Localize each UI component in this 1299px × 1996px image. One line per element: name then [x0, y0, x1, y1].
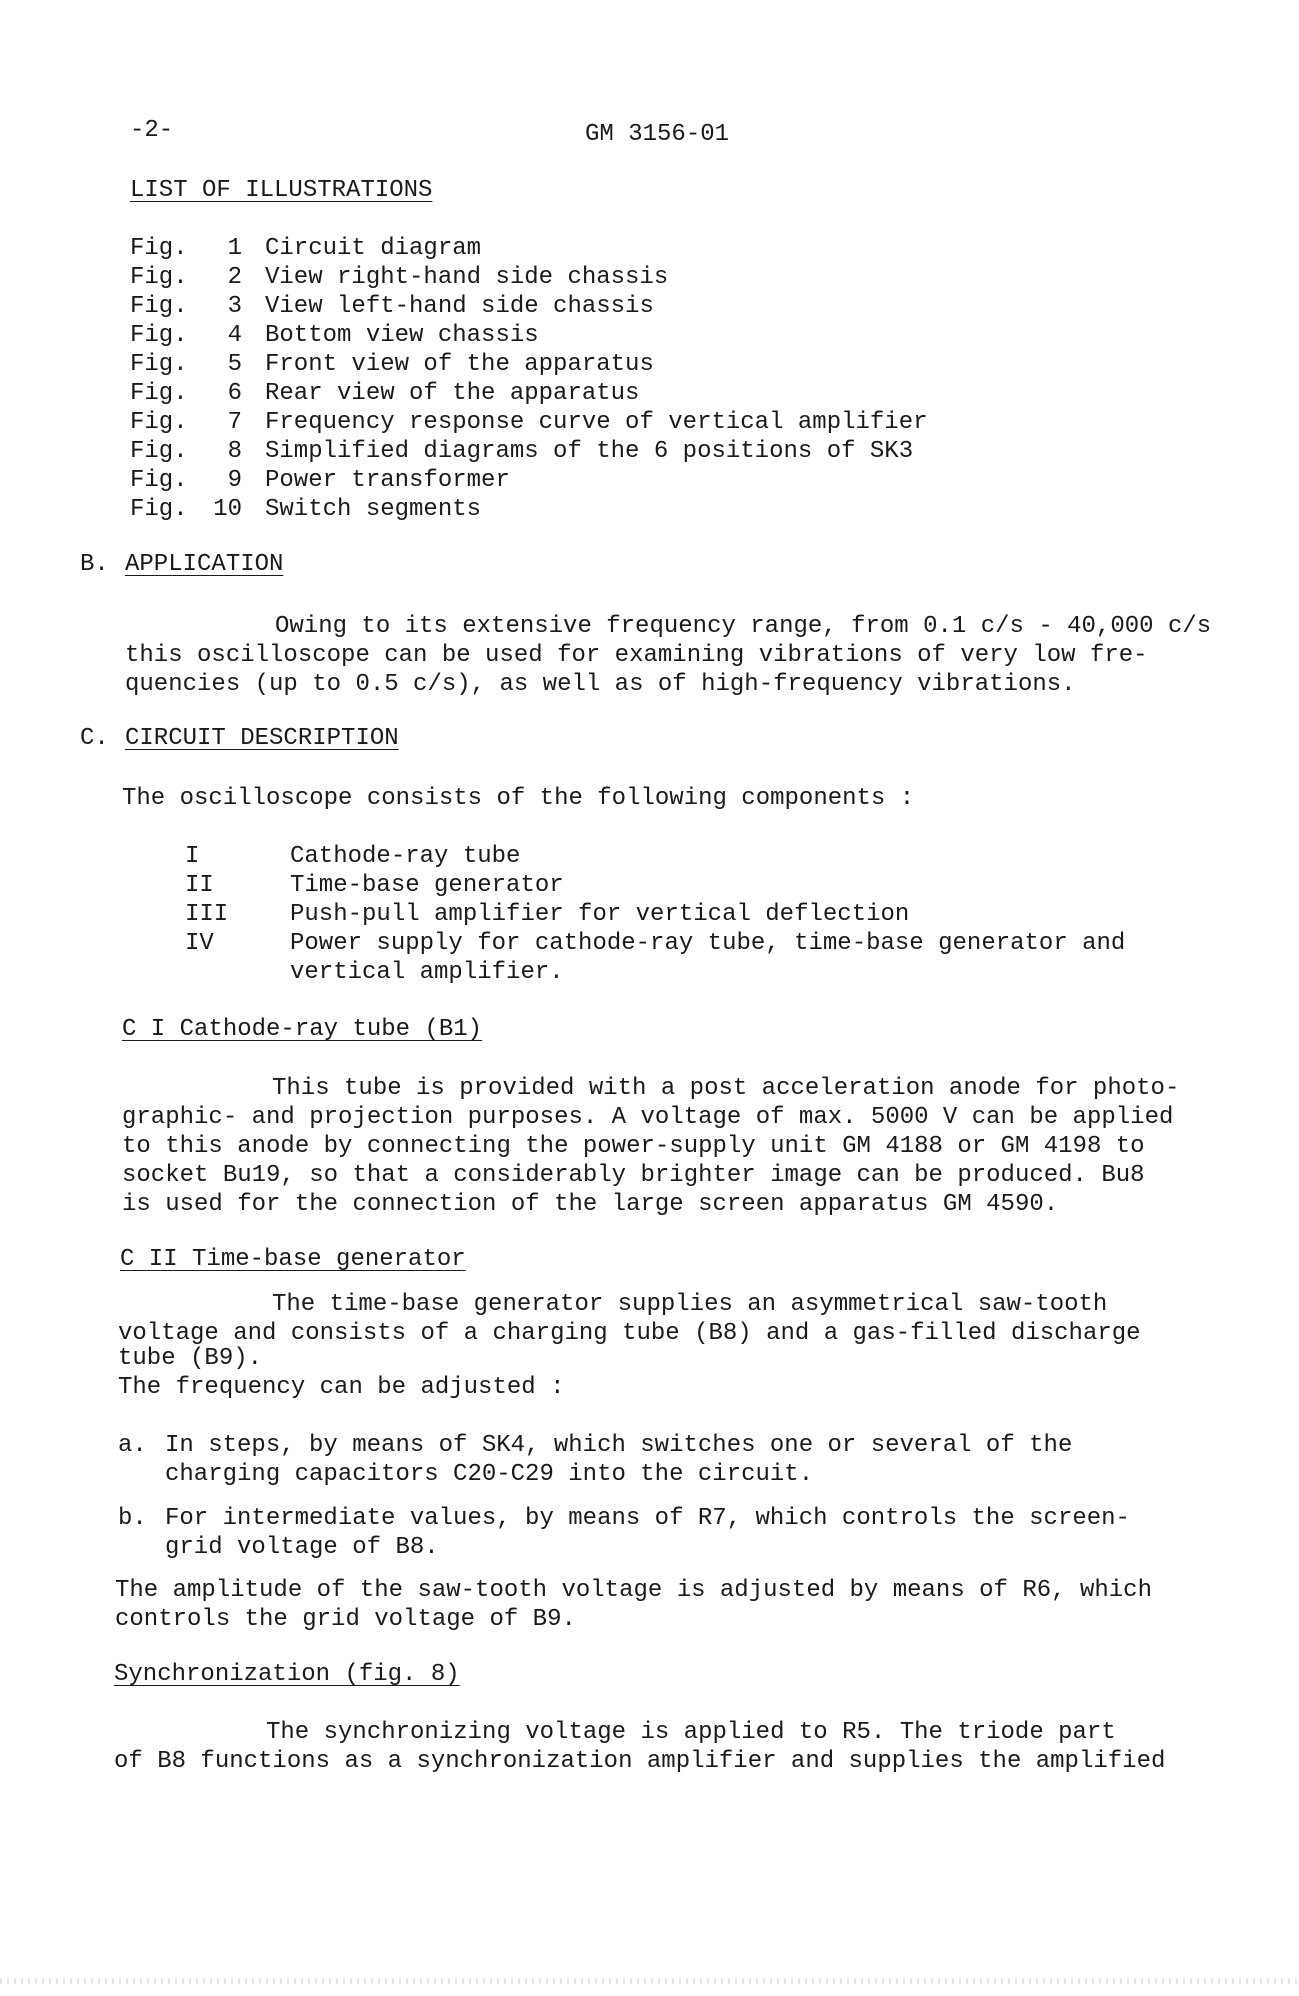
- component-number: IV: [185, 930, 214, 957]
- fig-number: 8: [227, 438, 242, 465]
- fig-number: 3: [227, 293, 242, 320]
- paragraph-line: The time-base generator supplies an asymmetrical saw-tooth: [272, 1291, 1108, 1318]
- fig-caption: Circuit diagram: [265, 235, 482, 262]
- fig-caption: Bottom view chassis: [265, 322, 539, 349]
- fig-number: 5: [227, 351, 242, 378]
- fig-label: Fig.: [130, 467, 188, 494]
- fig-number: 9: [227, 467, 242, 494]
- paragraph-line: graphic- and projection purposes. A voltage of max. 5000 V can be applied: [122, 1104, 1174, 1131]
- illustrations-title: LIST OF ILLUSTRATIONS: [130, 177, 433, 204]
- fig-number: 6: [227, 380, 242, 407]
- fig-caption: Power transformer: [265, 467, 510, 494]
- fig-label: Fig.: [130, 264, 188, 291]
- component-text: Time-base generator: [290, 872, 564, 899]
- fig-number: 1: [227, 235, 242, 262]
- paragraph-line: controls the grid voltage of B9.: [115, 1606, 576, 1633]
- fig-number: 7: [227, 409, 242, 436]
- fig-number: 4: [227, 322, 242, 349]
- subsection-title: C II Time-base generator: [120, 1246, 466, 1273]
- section-title: CIRCUIT DESCRIPTION: [125, 725, 399, 752]
- component-text: Power supply for cathode-ray tube, time-base generator and vertical amplifier.: [290, 930, 1126, 986]
- paragraph-line: Owing to its extensive frequency range, from 0.1 c/s - 40,000 c/s: [275, 613, 1212, 640]
- component-text: Push-pull amplifier for vertical deflection: [290, 901, 910, 928]
- paragraph-line: socket Bu19, so that a considerably brighter image can be produced. Bu8: [122, 1162, 1145, 1189]
- item-letter: a.: [118, 1432, 147, 1459]
- paragraph-line: The oscilloscope consists of the following components :: [122, 785, 915, 812]
- item-text: In steps, by means of SK4, which switches one or several of the: [165, 1432, 1073, 1459]
- component-number: III: [185, 901, 229, 928]
- fig-caption: Simplified diagrams of the 6 positions of SK3: [265, 438, 914, 465]
- paragraph-line: The synchronizing voltage is applied to R5. The triode part: [266, 1719, 1116, 1746]
- paragraph-line: tube (B9).: [118, 1345, 263, 1372]
- item-text: grid voltage of B8.: [165, 1534, 439, 1561]
- subsection-title: C I Cathode-ray tube (B1): [122, 1016, 483, 1043]
- paragraph-line: this oscilloscope can be used for examining vibrations of very low fre-: [125, 642, 1148, 669]
- fig-caption: Frequency response curve of vertical amplifier: [265, 409, 928, 436]
- item-text: charging capacitors C20-C29 into the circuit.: [165, 1461, 814, 1488]
- item-text: For intermediate values, by means of R7, which controls the screen-: [165, 1505, 1130, 1532]
- section-letter: B.: [80, 551, 109, 578]
- subsection-title: Synchronization (fig. 8): [114, 1661, 460, 1688]
- section-letter: C.: [80, 725, 109, 752]
- scan-noise: [0, 1978, 1299, 1984]
- fig-label: Fig.: [130, 293, 188, 320]
- fig-caption: Rear view of the apparatus: [265, 380, 640, 407]
- doc-code: GM 3156-01: [585, 121, 730, 148]
- fig-number: 2: [227, 264, 242, 291]
- component-number: I: [185, 843, 200, 870]
- component-text: Cathode-ray tube: [290, 843, 521, 870]
- fig-label: Fig.: [130, 438, 188, 465]
- paragraph-line: This tube is provided with a post acceleration anode for photo-: [272, 1075, 1180, 1102]
- fig-label: Fig.: [130, 380, 188, 407]
- paragraph-line: The amplitude of the saw-tooth voltage is adjusted by means of R6, which: [115, 1577, 1152, 1604]
- paragraph-line: to this anode by connecting the power-supply unit GM 4188 or GM 4198 to: [122, 1133, 1145, 1160]
- paragraph-line: quencies (up to 0.5 c/s), as well as of high-frequency vibrations.: [125, 671, 1076, 698]
- fig-label: Fig.: [130, 351, 188, 378]
- fig-caption: View left-hand side chassis: [265, 293, 654, 320]
- page-number: -2-: [130, 117, 174, 144]
- paragraph-line: voltage and consists of a charging tube (B8) and a gas-filled discharge: [118, 1320, 1141, 1347]
- paragraph-line: The frequency can be adjusted :: [118, 1374, 565, 1401]
- item-letter: b.: [118, 1505, 147, 1532]
- fig-label: Fig.: [130, 409, 188, 436]
- section-title: APPLICATION: [125, 551, 284, 578]
- paragraph-line: of B8 functions as a synchronization amplifier and supplies the amplified: [114, 1748, 1166, 1775]
- fig-label: Fig.: [130, 322, 188, 349]
- component-number: II: [185, 872, 214, 899]
- fig-caption: View right-hand side chassis: [265, 264, 669, 291]
- paragraph-line: is used for the connection of the large screen apparatus GM 4590.: [122, 1191, 1059, 1218]
- fig-number: 10: [213, 496, 242, 523]
- fig-caption: Front view of the apparatus: [265, 351, 654, 378]
- fig-caption: Switch segments: [265, 496, 482, 523]
- fig-label: Fig.: [130, 496, 188, 523]
- fig-label: Fig.: [130, 235, 188, 262]
